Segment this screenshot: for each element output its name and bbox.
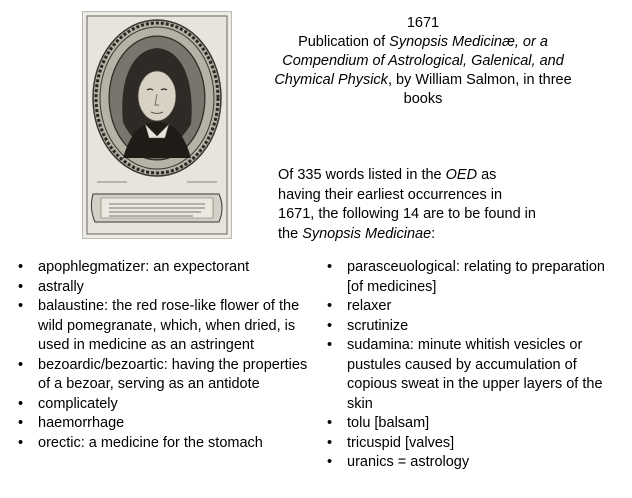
oed-abbrev: OED xyxy=(445,167,478,183)
word-list-item: • orectic: a medicine for the stomach xyxy=(18,434,308,454)
word-list-item: • tricuspid [valves] xyxy=(327,434,612,454)
word-list-item: • astrally xyxy=(18,278,308,298)
word-list-item: • parasceuological: relating to preparation [of medicines] xyxy=(327,258,612,297)
word-list-right xyxy=(327,258,612,473)
book-short-title: Synopsis Medicinae xyxy=(302,225,432,242)
word-list-item: • relaxer xyxy=(327,297,612,317)
word-list-item: • tolu [balsam] xyxy=(327,414,612,434)
word-list-item: • bezoardic/bezoartic: having the properties of a bezoar, serving as an antidote xyxy=(18,356,308,395)
publication-line xyxy=(262,33,584,109)
word-list-item: • complicately xyxy=(18,395,308,415)
word-list-item: • uranics = astrology xyxy=(327,453,612,473)
word-list-left xyxy=(18,258,308,453)
intro-paragraph xyxy=(278,166,540,244)
publication-suffix: , by William Salmon, in three books xyxy=(387,72,572,107)
portrait-image xyxy=(83,12,231,238)
title-block xyxy=(262,14,584,109)
intro-text-3: : xyxy=(431,225,436,242)
word-list-item: • sudamina: minute whitish vesicles or pustules caused by accumulation of copious sweat in the upper layers of the skin xyxy=(327,336,612,414)
publication-prefix: Publication of xyxy=(298,34,390,50)
book-title: Synopsis Medicinæ, or a Compendium of Astrological, Galenical, and Chymical Physick xyxy=(274,34,564,88)
portrait-engraving xyxy=(82,11,232,239)
intro-text-1: Of 335 words listed in the xyxy=(278,167,446,183)
word-list-item: • haemorrhage xyxy=(18,414,308,434)
year-heading: 1671 xyxy=(406,15,440,31)
intro-text-2: as having their earliest occurrences in 1671, the following 14 are to be found in the xyxy=(278,167,536,242)
word-list-item: • balaustine: the red rose-like flower of the wild pomegranate, which, when dried, is used in medicine as an astringent xyxy=(18,297,308,356)
word-list-item: • scrutinize xyxy=(327,317,612,337)
word-list-item: • apophlegmatizer: an expectorant xyxy=(18,258,308,278)
